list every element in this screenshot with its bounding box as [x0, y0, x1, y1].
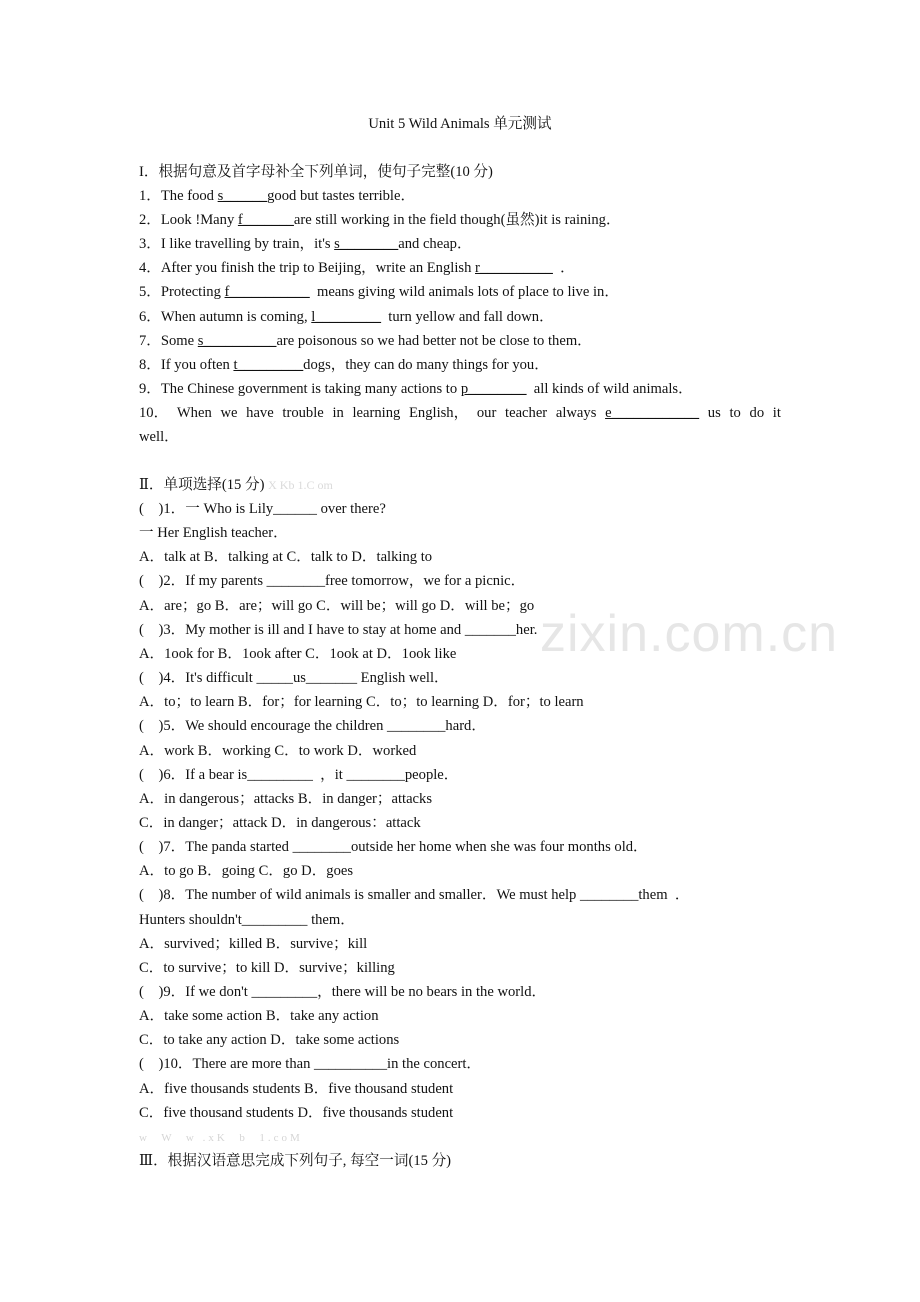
choice-question: ( )5．We should encourage the children ________hard． — [139, 718, 486, 734]
question-text: are poisonous so we had better not be close to them． — [276, 333, 592, 349]
choice-question: ( )6．If a bear is_________ ，it ________people． — [139, 767, 459, 783]
question-word: in — [332, 405, 344, 421]
choice-line: A．talk at B．talking at C．talk to D．talking to — [139, 549, 433, 565]
question-word: always — [555, 405, 597, 421]
question-word: learning — [352, 405, 401, 421]
choice-question: ( )10．There are more than __________in the concert． — [139, 1056, 482, 1072]
choice-line: A．five thousands students B．five thousand student — [139, 1081, 454, 1097]
choice-line: C．to take any action D．take some actions — [139, 1032, 400, 1048]
choice-line: A．1ook for B．1ook after C．1ook at D．1ook like — [139, 646, 457, 662]
question-text: means giving wild animals lots of place to live in． — [309, 284, 619, 300]
answer-blank[interactable]: e____________ — [605, 405, 700, 421]
choice-question: ( )9．If we don't _________，there will be no bears in the world． — [139, 984, 547, 1000]
choice-question: ( )8．The number of wild animals is smaller and smaller．We must help ________them ． — [139, 887, 690, 903]
choice-question: ( )3．My mother is ill and I have to stay at home and _______her. — [139, 622, 538, 638]
answer-blank[interactable]: t_________ — [233, 357, 304, 373]
question-word: teacher — [505, 405, 548, 421]
question-word: we — [220, 405, 238, 421]
choice-line: C．in danger；attack D．in dangerous：attack — [139, 815, 421, 831]
answer-blank[interactable]: s__________ — [197, 333, 277, 349]
question-word: do — [749, 405, 765, 421]
choice-line: A．to；to learn B．for；for learning C．to；to learning D．for；to learn — [139, 694, 584, 710]
question-text: ． — [552, 260, 575, 276]
choice-line: A．survived；killed B．survive；kill — [139, 936, 368, 952]
question-text: turn yellow and fall down． — [381, 309, 554, 325]
question-6 — [139, 307, 554, 327]
choice-line: A．in dangerous；attacks B．in danger；attacks — [139, 791, 433, 807]
page-title: Unit 5 Wild Animals 单元测试 — [368, 116, 552, 132]
question-word: our — [476, 405, 497, 421]
question-9 — [139, 379, 693, 399]
choice-line: 一 Her English teacher． — [139, 525, 288, 541]
choice-line: Hunters shouldn't_________ them． — [139, 912, 355, 928]
question-word: trouble — [282, 405, 324, 421]
choice-line: C．five thousand students D．five thousands student — [139, 1105, 454, 1121]
question-text: 9．The Chinese government is taking many actions to — [139, 381, 461, 397]
question-word: us — [707, 405, 721, 421]
answer-blank[interactable]: f___________ — [224, 284, 310, 300]
question-text: are still working in the field though(虽然)it is raining． — [293, 212, 621, 228]
answer-blank[interactable]: r__________ — [475, 260, 553, 276]
answer-blank[interactable]: s______ — [217, 188, 268, 204]
question-5 — [139, 282, 619, 302]
question-text: and cheap． — [398, 236, 472, 252]
choice-question: ( )7．The panda started ________outside her home when she was four months old． — [139, 839, 648, 855]
choice-line: A．take some action B．take any action — [139, 1008, 379, 1024]
question-text: all kinds of wild animals． — [526, 381, 693, 397]
question-10-line1 — [139, 403, 781, 423]
answer-blank[interactable]: s________ — [334, 236, 399, 252]
question-word: to — [729, 405, 741, 421]
faint-watermark-line — [139, 1127, 303, 1147]
question-1 — [139, 186, 415, 206]
question-text: 3．I like travelling by train，it's — [139, 236, 335, 252]
question-text: 5．Protecting — [139, 284, 225, 300]
choice-question: ( )1．一 Who is Lily______ over there? — [139, 501, 386, 517]
question-text: 2．Look !Many — [139, 212, 238, 228]
question-word: it — [772, 405, 781, 421]
question-word: English， — [409, 405, 469, 421]
answer-blank[interactable]: l_________ — [311, 309, 381, 325]
question-text: 1．The food — [139, 188, 218, 204]
question-word: have — [246, 405, 274, 421]
choice-line: C．to survive；to kill D．survive；killing — [139, 960, 395, 976]
choice-question: ( )2．If my parents ________free tomorrow，we for a picnic． — [139, 573, 526, 589]
question-3 — [139, 234, 472, 254]
question-text: good but tastes terrible． — [267, 188, 416, 204]
question-word: 10． — [139, 405, 169, 421]
faint-watermark-text: X Kb 1.C om — [268, 478, 333, 492]
question-4 — [139, 258, 575, 278]
question-8 — [139, 355, 549, 375]
question-2 — [139, 210, 621, 230]
choice-line: A．are；go B．are；will go C．will be；will go D．will be；go — [139, 598, 535, 614]
question-text: 7．Some — [139, 333, 198, 349]
section2-heading-row — [139, 475, 333, 495]
section1-heading: I．根据句意及首字母补全下列单词，使句子完整(10 分) — [139, 164, 493, 180]
question-text: 6．When autumn is coming, — [139, 309, 312, 325]
choice-question: ( )4．It's difficult _____us_______ English well． — [139, 670, 449, 686]
choice-line: A．work B．working C．to work D．worked — [139, 743, 417, 759]
question-7 — [139, 331, 592, 351]
watermark: zixin.com.cn — [540, 605, 839, 663]
section2-heading: Ⅱ．单项选择(15 分) — [139, 477, 265, 493]
question-text: 4．After you finish the trip to Beijing，write an English — [139, 260, 476, 276]
faint-watermark-text-2: w W w .xK b 1.coM — [139, 1132, 303, 1144]
question-10-line2: well． — [139, 429, 179, 445]
question-text: 8．If you often — [139, 357, 234, 373]
choice-line: A．to go B．going C．go D．goes — [139, 863, 354, 879]
answer-blank[interactable]: f_______ — [237, 212, 294, 228]
section3-heading: Ⅲ．根据汉语意思完成下列句子, 每空一词(15 分) — [139, 1153, 452, 1169]
question-word: When — [176, 405, 212, 421]
answer-blank[interactable]: p________ — [460, 381, 527, 397]
question-text: dogs，they can do many things for you． — [303, 357, 549, 373]
